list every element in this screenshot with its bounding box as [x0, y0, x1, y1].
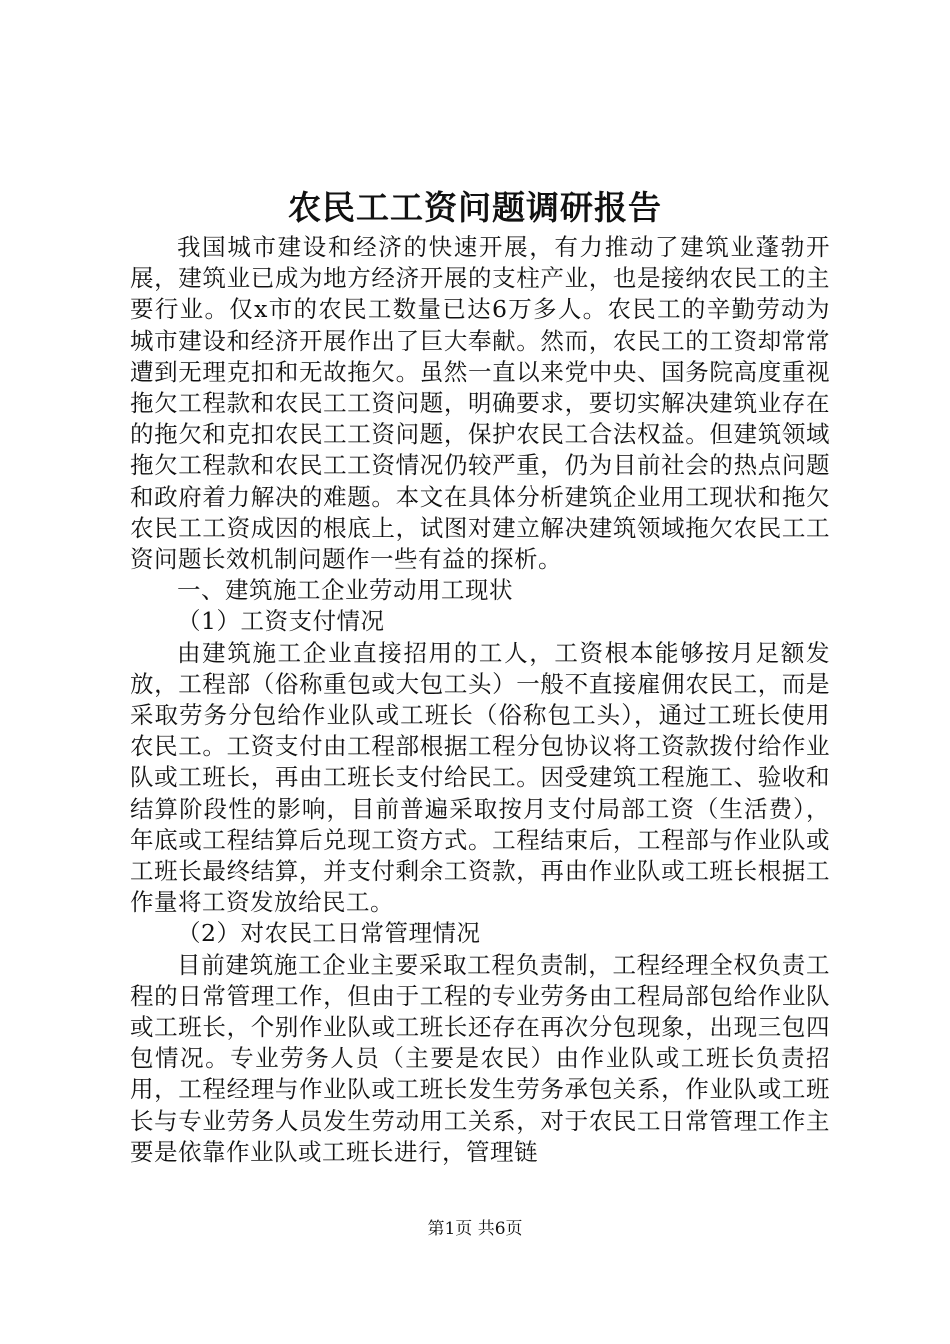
- subsection-heading: （1）工资支付情况: [177, 607, 385, 636]
- document-title: 农民工工资问题调研报告: [288, 188, 662, 227]
- body-paragraph: 目前建筑施工企业主要采取工程负责制，工程经理全权负责工程的日常管理工作，但由于工程的专业劳务由工程局部包给作业队或工班长，个别作业队或工班长还存在再次分包现象，出现三包四包情况。专业劳务人员（主要是农民）由作业队或工班长负责招用，工程经理与作业队或工班长发生劳务承包关系，作业队或工班长与专业劳务人员发生劳动用工关系，对于农民工日常管理工作主要是依靠作业队或工班长进行，管理链: [130, 950, 830, 1166]
- body-paragraph: 我国城市建设和经济的快速开展，有力推动了建筑业蓬勃开展，建筑业已成为地方经济开展的支柱产业，也是接纳农民工的主要行业。仅x市的农民工数量已达6万多人。农民工的辛勤劳动为城市建设和经济开展作出了巨大奉献。然而，农民工的工资却常常遭到无理克扣和无故拖欠。虽然一直以来党中央、国务院高度重视拖欠工程款和农民工工资问题，明确要求，要切实解决建筑业存在的拖欠和克扣农民工工资问题，保护农民工合法权益。但建筑领域拖欠工程款和农民工工资情况仍较严重，仍为目前社会的热点问题和政府着力解决的难题。本文在具体分析建筑企业用工现状和拖欠农民工工资成因的根底上，试图对建立解决建筑领域拖欠农民工工资问题长效机制问题作一些有益的探析。: [130, 233, 830, 574]
- document-body: [130, 232, 830, 1168]
- section-heading: 一、建筑施工企业劳动用工现状: [177, 576, 513, 605]
- page-footer: 第1页 共6页: [427, 1219, 523, 1239]
- body-paragraph: 由建筑施工企业直接招用的工人，工资根本能够按月足额发放，工程部（俗称重包或大包工头）一般不直接雇佣农民工，而是采取劳务分包给作业队或工班长（俗称包工头），通过工班长使用农民工。工资支付由工程部根据工程分包协议将工资款拨付给作业队或工班长，再由工班长支付给民工。因受建筑工程施工、验收和结算阶段性的影响，目前普遍采取按月支付局部工资（生活费），年底或工程结算后兑现工资方式。工程结束后，工程部与作业队或工班长最终结算，并支付剩余工资款，再由作业队或工班长根据工作量将工资发放给民工。: [130, 638, 830, 917]
- subsection-heading: （2）对农民工日常管理情况: [177, 919, 481, 948]
